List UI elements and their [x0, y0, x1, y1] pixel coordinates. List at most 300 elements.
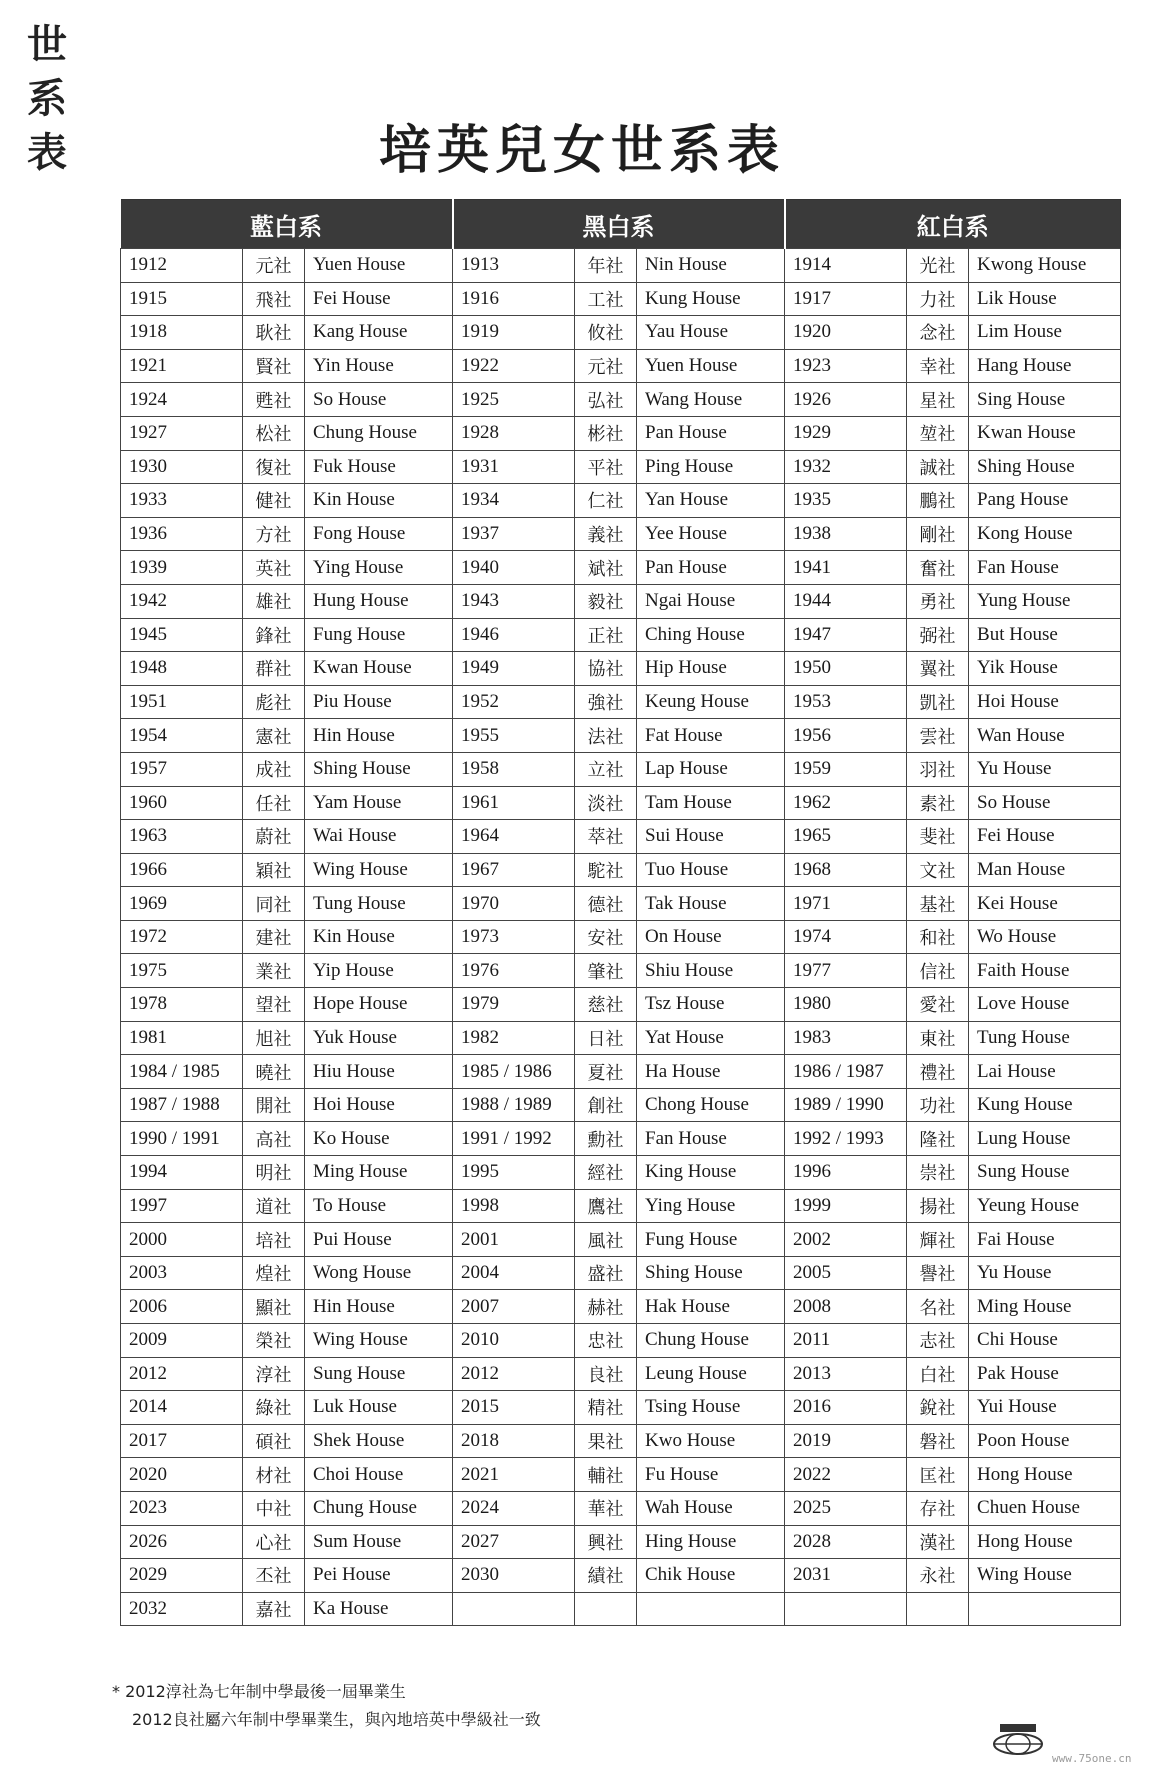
- house-chinese-cell: 嘉社: [243, 1592, 305, 1626]
- house-chinese-cell: 風社: [575, 1223, 637, 1257]
- year-cell: 1966: [121, 853, 243, 887]
- column-header-black-white: 黑白系: [453, 200, 785, 249]
- year-cell: 1957: [121, 752, 243, 786]
- house-english-cell: Yau House: [637, 316, 785, 350]
- year-cell: 2016: [785, 1391, 907, 1425]
- year-cell: 1953: [785, 685, 907, 719]
- house-english-cell: Yuen House: [305, 249, 453, 283]
- table-row: [121, 820, 1121, 854]
- year-cell: 1949: [453, 652, 575, 686]
- table-row: [121, 887, 1121, 921]
- house-english-cell: Tam House: [637, 786, 785, 820]
- house-english-cell: On House: [637, 920, 785, 954]
- year-cell: 1918: [121, 316, 243, 350]
- house-chinese-cell: 彬社: [575, 416, 637, 450]
- house-chinese-cell: 攸社: [575, 316, 637, 350]
- house-english-cell: Ming House: [305, 1156, 453, 1190]
- year-cell: 1962: [785, 786, 907, 820]
- table-body: [121, 249, 1121, 1626]
- house-chinese-cell: 創社: [575, 1088, 637, 1122]
- house-chinese-cell: 蔚社: [243, 820, 305, 854]
- house-chinese-cell: 興社: [575, 1525, 637, 1559]
- house-english-cell: Pak House: [969, 1357, 1121, 1391]
- year-cell: 2024: [453, 1491, 575, 1525]
- house-english-cell: Ko House: [305, 1122, 453, 1156]
- year-cell: 1914: [785, 249, 907, 283]
- footnote-line-2: 2012良社屬六年制中學畢業生，與內地培英中學級社一致: [132, 1710, 541, 1729]
- table-row: [121, 685, 1121, 719]
- house-chinese-cell: 盛社: [575, 1256, 637, 1290]
- house-chinese-cell: 譽社: [907, 1256, 969, 1290]
- house-english-cell: Tsz House: [637, 988, 785, 1022]
- house-english-cell: To House: [305, 1189, 453, 1223]
- footnote: [112, 1678, 541, 1734]
- table-row: [121, 551, 1121, 585]
- house-chinese-cell: 耿社: [243, 316, 305, 350]
- table-row: [121, 1357, 1121, 1391]
- year-cell: 1946: [453, 618, 575, 652]
- house-chinese-cell: 存社: [907, 1491, 969, 1525]
- year-cell: 1931: [453, 450, 575, 484]
- table-row: [121, 1324, 1121, 1358]
- house-english-cell: Fong House: [305, 517, 453, 551]
- year-cell: 1920: [785, 316, 907, 350]
- house-english-cell: Wing House: [305, 1324, 453, 1358]
- year-cell: 2030: [453, 1559, 575, 1593]
- year-cell: 1948: [121, 652, 243, 686]
- year-cell: 1977: [785, 954, 907, 988]
- year-cell: 1965: [785, 820, 907, 854]
- table-row: [121, 450, 1121, 484]
- year-cell: 1923: [785, 349, 907, 383]
- year-cell: 1998: [453, 1189, 575, 1223]
- house-chinese-cell: 元社: [575, 349, 637, 383]
- house-english-cell: Choi House: [305, 1458, 453, 1492]
- house-english-cell: Shing House: [969, 450, 1121, 484]
- house-chinese-cell: 萃社: [575, 820, 637, 854]
- year-cell: 1989 / 1990: [785, 1088, 907, 1122]
- house-english-cell: Kwong House: [969, 249, 1121, 283]
- house-chinese-cell: 立社: [575, 752, 637, 786]
- house-english-cell: Hope House: [305, 988, 453, 1022]
- year-cell: 1936: [121, 517, 243, 551]
- table-row: [121, 954, 1121, 988]
- year-cell: 1912: [121, 249, 243, 283]
- house-chinese-cell: 甦社: [243, 383, 305, 417]
- year-cell: 1990 / 1991: [121, 1122, 243, 1156]
- house-chinese-cell: [907, 1592, 969, 1626]
- year-cell: 2003: [121, 1256, 243, 1290]
- house-english-cell: Sum House: [305, 1525, 453, 1559]
- house-english-cell: Keung House: [637, 685, 785, 719]
- house-english-cell: Nin House: [637, 249, 785, 283]
- year-cell: 1928: [453, 416, 575, 450]
- year-cell: 1941: [785, 551, 907, 585]
- house-chinese-cell: 健社: [243, 484, 305, 518]
- house-english-cell: Kung House: [637, 282, 785, 316]
- house-english-cell: Wing House: [969, 1559, 1121, 1593]
- house-english-cell: Ching House: [637, 618, 785, 652]
- house-chinese-cell: 仁社: [575, 484, 637, 518]
- house-chinese-cell: 幸社: [907, 349, 969, 383]
- house-chinese-cell: 同社: [243, 887, 305, 921]
- year-cell: 1922: [453, 349, 575, 383]
- house-chinese-cell: 輔社: [575, 1458, 637, 1492]
- house-english-cell: Kong House: [969, 517, 1121, 551]
- house-english-cell: Shek House: [305, 1424, 453, 1458]
- house-english-cell: Yuk House: [305, 1021, 453, 1055]
- house-english-cell: Yam House: [305, 786, 453, 820]
- house-chinese-cell: 名社: [907, 1290, 969, 1324]
- house-english-cell: Yat House: [637, 1021, 785, 1055]
- house-chinese-cell: 勇社: [907, 584, 969, 618]
- table-row: [121, 652, 1121, 686]
- year-cell: [453, 1592, 575, 1626]
- house-english-cell: Hoi House: [305, 1088, 453, 1122]
- house-chinese-cell: 毅社: [575, 584, 637, 618]
- house-english-cell: [637, 1592, 785, 1626]
- year-cell: 1979: [453, 988, 575, 1022]
- house-english-cell: Leung House: [637, 1357, 785, 1391]
- house-chinese-cell: 開社: [243, 1088, 305, 1122]
- house-english-cell: Yan House: [637, 484, 785, 518]
- house-chinese-cell: 剛社: [907, 517, 969, 551]
- table-row: [121, 1055, 1121, 1089]
- house-english-cell: Chung House: [637, 1324, 785, 1358]
- table-row: [121, 1592, 1121, 1626]
- page-title: 培英兒女世系表: [378, 121, 785, 181]
- year-cell: 2008: [785, 1290, 907, 1324]
- house-chinese-cell: 堃社: [907, 416, 969, 450]
- house-english-cell: Love House: [969, 988, 1121, 1022]
- house-chinese-cell: 望社: [243, 988, 305, 1022]
- table-row: [121, 416, 1121, 450]
- year-cell: 1970: [453, 887, 575, 921]
- house-english-cell: Kung House: [969, 1088, 1121, 1122]
- house-english-cell: Sung House: [305, 1357, 453, 1391]
- house-english-cell: Lung House: [969, 1122, 1121, 1156]
- year-cell: 1985 / 1986: [453, 1055, 575, 1089]
- house-chinese-cell: 復社: [243, 450, 305, 484]
- house-chinese-cell: 義社: [575, 517, 637, 551]
- house-english-cell: Tung House: [969, 1021, 1121, 1055]
- house-chinese-cell: 曉社: [243, 1055, 305, 1089]
- house-english-cell: So House: [305, 383, 453, 417]
- table-row: [121, 752, 1121, 786]
- year-cell: 2025: [785, 1491, 907, 1525]
- house-english-cell: Yuen House: [637, 349, 785, 383]
- side-label-char: 世: [27, 22, 67, 68]
- house-english-cell: Pui House: [305, 1223, 453, 1257]
- house-chinese-cell: 和社: [907, 920, 969, 954]
- year-cell: 1967: [453, 853, 575, 887]
- side-label-char: 系: [27, 76, 67, 122]
- year-cell: 2011: [785, 1324, 907, 1358]
- year-cell: 1959: [785, 752, 907, 786]
- side-label-char: 表: [27, 130, 67, 176]
- house-english-cell: Poon House: [969, 1424, 1121, 1458]
- year-cell: 1974: [785, 920, 907, 954]
- house-chinese-cell: 揚社: [907, 1189, 969, 1223]
- year-cell: 1913: [453, 249, 575, 283]
- house-chinese-cell: 忠社: [575, 1324, 637, 1358]
- year-cell: 2019: [785, 1424, 907, 1458]
- year-cell: 2007: [453, 1290, 575, 1324]
- house-chinese-cell: 道社: [243, 1189, 305, 1223]
- house-english-cell: Ping House: [637, 450, 785, 484]
- house-english-cell: Wai House: [305, 820, 453, 854]
- year-cell: 1917: [785, 282, 907, 316]
- house-chinese-cell: 鵬社: [907, 484, 969, 518]
- year-cell: 1988 / 1989: [453, 1088, 575, 1122]
- house-english-cell: Wan House: [969, 719, 1121, 753]
- year-cell: 2002: [785, 1223, 907, 1257]
- house-chinese-cell: 淳社: [243, 1357, 305, 1391]
- house-chinese-cell: 匡社: [907, 1458, 969, 1492]
- year-cell: 1976: [453, 954, 575, 988]
- house-chinese-cell: 年社: [575, 249, 637, 283]
- house-english-cell: So House: [969, 786, 1121, 820]
- year-cell: 1954: [121, 719, 243, 753]
- year-cell: 1972: [121, 920, 243, 954]
- house-chinese-cell: 安社: [575, 920, 637, 954]
- house-table: [120, 199, 1121, 1626]
- house-english-cell: Piu House: [305, 685, 453, 719]
- house-chinese-cell: 飛社: [243, 282, 305, 316]
- table-header-row: [121, 200, 1121, 249]
- house-english-cell: Ha House: [637, 1055, 785, 1089]
- table-row: [121, 1189, 1121, 1223]
- table-row: [121, 383, 1121, 417]
- year-cell: 1945: [121, 618, 243, 652]
- house-chinese-cell: 鋒社: [243, 618, 305, 652]
- house-chinese-cell: 綠社: [243, 1391, 305, 1425]
- house-english-cell: Kei House: [969, 887, 1121, 921]
- house-chinese-cell: 法社: [575, 719, 637, 753]
- house-english-cell: Hong House: [969, 1458, 1121, 1492]
- house-table-container: [120, 199, 1120, 1626]
- house-english-cell: Ying House: [305, 551, 453, 585]
- house-english-cell: Pang House: [969, 484, 1121, 518]
- year-cell: 1939: [121, 551, 243, 585]
- year-cell: 1997: [121, 1189, 243, 1223]
- house-english-cell: Fan House: [969, 551, 1121, 585]
- house-english-cell: Yip House: [305, 954, 453, 988]
- year-cell: 1938: [785, 517, 907, 551]
- year-cell: 1933: [121, 484, 243, 518]
- house-chinese-cell: 穎社: [243, 853, 305, 887]
- year-cell: 2023: [121, 1491, 243, 1525]
- house-chinese-cell: 任社: [243, 786, 305, 820]
- year-cell: 2017: [121, 1424, 243, 1458]
- year-cell: 1932: [785, 450, 907, 484]
- year-cell: 1973: [453, 920, 575, 954]
- year-cell: 1927: [121, 416, 243, 450]
- house-english-cell: Chi House: [969, 1324, 1121, 1358]
- house-english-cell: Fei House: [969, 820, 1121, 854]
- table-row: [121, 1021, 1121, 1055]
- house-chinese-cell: 工社: [575, 282, 637, 316]
- year-cell: 1915: [121, 282, 243, 316]
- house-chinese-cell: 煌社: [243, 1256, 305, 1290]
- house-english-cell: Kwan House: [305, 652, 453, 686]
- year-cell: 2015: [453, 1391, 575, 1425]
- house-english-cell: Ka House: [305, 1592, 453, 1626]
- house-chinese-cell: 松社: [243, 416, 305, 450]
- house-chinese-cell: 建社: [243, 920, 305, 954]
- year-cell: 1991 / 1992: [453, 1122, 575, 1156]
- year-cell: 1971: [785, 887, 907, 921]
- house-chinese-cell: 憲社: [243, 719, 305, 753]
- house-chinese-cell: 材社: [243, 1458, 305, 1492]
- house-english-cell: Wo House: [969, 920, 1121, 954]
- house-english-cell: Hoi House: [969, 685, 1121, 719]
- year-cell: 1964: [453, 820, 575, 854]
- house-chinese-cell: 賢社: [243, 349, 305, 383]
- house-chinese-cell: 志社: [907, 1324, 969, 1358]
- house-chinese-cell: 隆社: [907, 1122, 969, 1156]
- house-chinese-cell: 果社: [575, 1424, 637, 1458]
- house-chinese-cell: 誠社: [907, 450, 969, 484]
- house-chinese-cell: 文社: [907, 853, 969, 887]
- year-cell: 1960: [121, 786, 243, 820]
- house-chinese-cell: 中社: [243, 1491, 305, 1525]
- year-cell: 1926: [785, 383, 907, 417]
- house-english-cell: Wong House: [305, 1256, 453, 1290]
- house-chinese-cell: 彪社: [243, 685, 305, 719]
- year-cell: 1952: [453, 685, 575, 719]
- year-cell: 1956: [785, 719, 907, 753]
- house-chinese-cell: 平社: [575, 450, 637, 484]
- house-chinese-cell: 磐社: [907, 1424, 969, 1458]
- house-english-cell: Pei House: [305, 1559, 453, 1593]
- house-english-cell: Chuen House: [969, 1491, 1121, 1525]
- house-chinese-cell: 精社: [575, 1391, 637, 1425]
- house-chinese-cell: 斌社: [575, 551, 637, 585]
- year-cell: 2001: [453, 1223, 575, 1257]
- house-chinese-cell: 永社: [907, 1559, 969, 1593]
- house-chinese-cell: 慈社: [575, 988, 637, 1022]
- year-cell: 1940: [453, 551, 575, 585]
- house-chinese-cell: 翼社: [907, 652, 969, 686]
- year-cell: 2029: [121, 1559, 243, 1593]
- house-english-cell: Lim House: [969, 316, 1121, 350]
- year-cell: 1983: [785, 1021, 907, 1055]
- year-cell: 1978: [121, 988, 243, 1022]
- year-cell: 1942: [121, 584, 243, 618]
- house-chinese-cell: 白社: [907, 1357, 969, 1391]
- house-english-cell: Kin House: [305, 920, 453, 954]
- house-chinese-cell: 元社: [243, 249, 305, 283]
- house-chinese-cell: 星社: [907, 383, 969, 417]
- house-chinese-cell: 勳社: [575, 1122, 637, 1156]
- house-english-cell: Sing House: [969, 383, 1121, 417]
- house-english-cell: Tuo House: [637, 853, 785, 887]
- year-cell: 1930: [121, 450, 243, 484]
- house-chinese-cell: 協社: [575, 652, 637, 686]
- house-english-cell: But House: [969, 618, 1121, 652]
- house-english-cell: Faith House: [969, 954, 1121, 988]
- house-chinese-cell: 念社: [907, 316, 969, 350]
- year-cell: 1968: [785, 853, 907, 887]
- house-chinese-cell: 鷹社: [575, 1189, 637, 1223]
- house-chinese-cell: 德社: [575, 887, 637, 921]
- table-row: [121, 316, 1121, 350]
- year-cell: 1963: [121, 820, 243, 854]
- house-english-cell: Luk House: [305, 1391, 453, 1425]
- year-cell: 2022: [785, 1458, 907, 1492]
- year-cell: 1984 / 1985: [121, 1055, 243, 1089]
- house-english-cell: Pan House: [637, 416, 785, 450]
- year-cell: 2032: [121, 1592, 243, 1626]
- year-cell: 2000: [121, 1223, 243, 1257]
- year-cell: 1987 / 1988: [121, 1088, 243, 1122]
- year-cell: 1958: [453, 752, 575, 786]
- table-row: [121, 1424, 1121, 1458]
- house-english-cell: Hang House: [969, 349, 1121, 383]
- house-chinese-cell: 功社: [907, 1088, 969, 1122]
- house-chinese-cell: 凱社: [907, 685, 969, 719]
- table-row: [121, 282, 1121, 316]
- house-english-cell: Wah House: [637, 1491, 785, 1525]
- house-english-cell: Fu House: [637, 1458, 785, 1492]
- table-row: [121, 349, 1121, 383]
- house-english-cell: Tsing House: [637, 1391, 785, 1425]
- publisher-logo-icon: [990, 1722, 1046, 1756]
- year-cell: 1951: [121, 685, 243, 719]
- table-row: [121, 1223, 1121, 1257]
- house-english-cell: Sui House: [637, 820, 785, 854]
- house-english-cell: Fat House: [637, 719, 785, 753]
- year-cell: 1980: [785, 988, 907, 1022]
- house-english-cell: Hin House: [305, 719, 453, 753]
- house-chinese-cell: 良社: [575, 1357, 637, 1391]
- table-row: [121, 584, 1121, 618]
- table-row: [121, 1491, 1121, 1525]
- house-english-cell: Hip House: [637, 652, 785, 686]
- year-cell: [785, 1592, 907, 1626]
- house-chinese-cell: 榮社: [243, 1324, 305, 1358]
- year-cell: 1950: [785, 652, 907, 686]
- house-chinese-cell: 斐社: [907, 820, 969, 854]
- year-cell: 1943: [453, 584, 575, 618]
- house-english-cell: Fai House: [969, 1223, 1121, 1257]
- house-english-cell: Yik House: [969, 652, 1121, 686]
- house-english-cell: Yu House: [969, 1256, 1121, 1290]
- house-english-cell: Man House: [969, 853, 1121, 887]
- year-cell: 2027: [453, 1525, 575, 1559]
- house-english-cell: Fung House: [637, 1223, 785, 1257]
- house-english-cell: Shing House: [637, 1256, 785, 1290]
- year-cell: 2021: [453, 1458, 575, 1492]
- house-english-cell: Lai House: [969, 1055, 1121, 1089]
- house-english-cell: Shing House: [305, 752, 453, 786]
- house-chinese-cell: 素社: [907, 786, 969, 820]
- house-chinese-cell: 顯社: [243, 1290, 305, 1324]
- table-row: [121, 249, 1121, 283]
- house-english-cell: Fuk House: [305, 450, 453, 484]
- house-english-cell: Fei House: [305, 282, 453, 316]
- house-chinese-cell: 成社: [243, 752, 305, 786]
- year-cell: 2026: [121, 1525, 243, 1559]
- year-cell: 2028: [785, 1525, 907, 1559]
- year-cell: 2012: [453, 1357, 575, 1391]
- table-row: [121, 1290, 1121, 1324]
- house-chinese-cell: 碩社: [243, 1424, 305, 1458]
- table-row: [121, 484, 1121, 518]
- house-english-cell: Hiu House: [305, 1055, 453, 1089]
- year-cell: 1961: [453, 786, 575, 820]
